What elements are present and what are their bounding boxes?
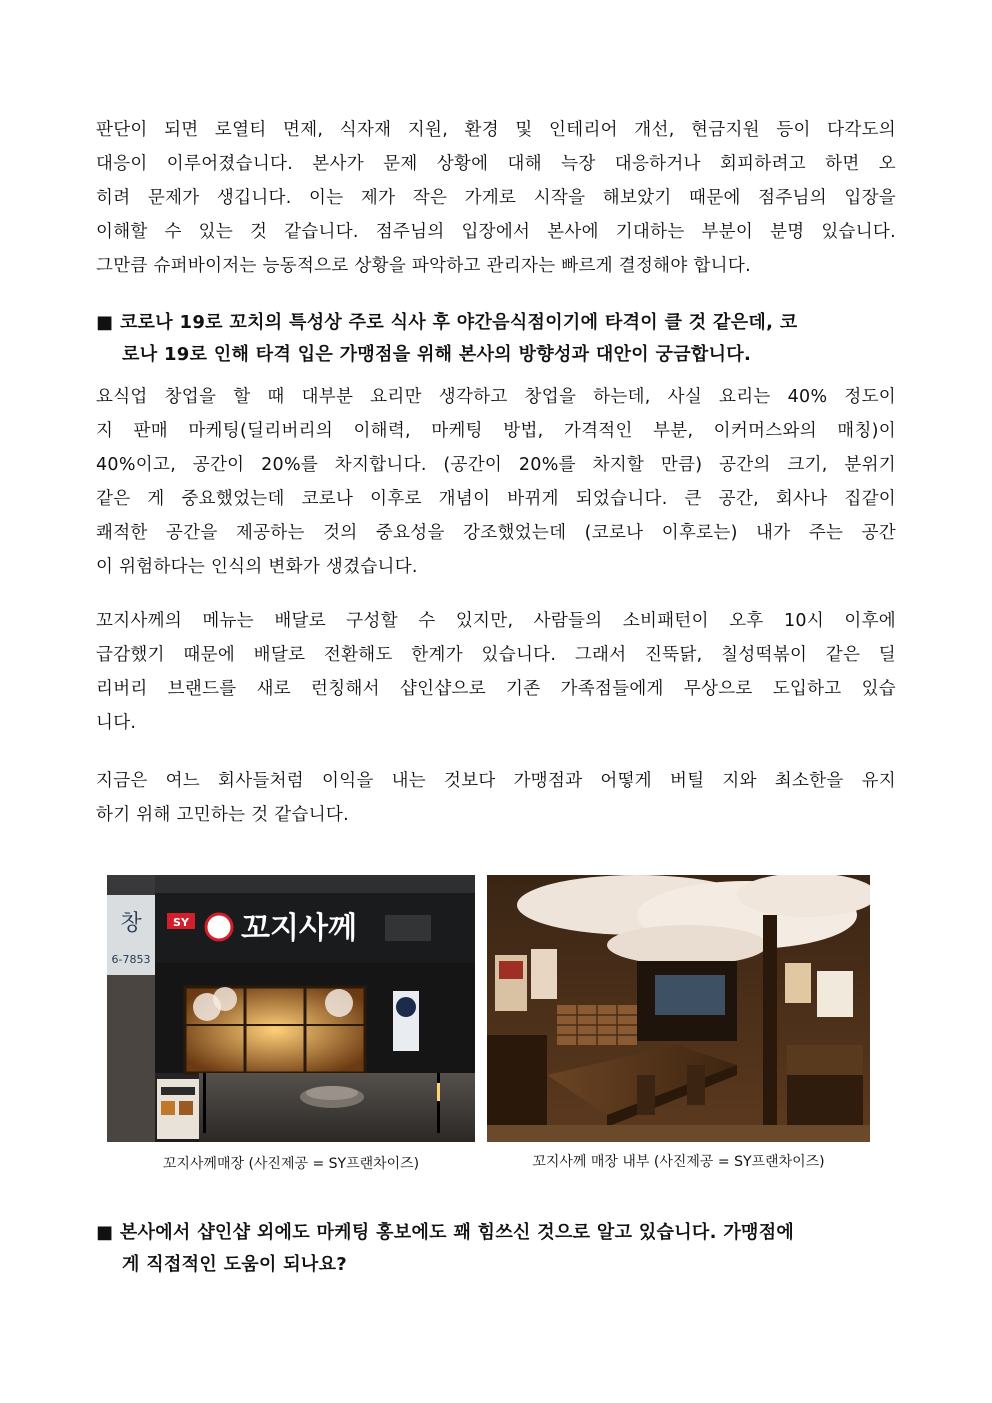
- text-line: 히려 문제가 생깁니다. 이는 제가 작은 가게로 시작을 해보았기 때문에 점주님의 입장을: [96, 188, 896, 208]
- text-line: 지 판매 마케팅(딜리버리의 이해력, 마케팅 방법, 가격적인 부분, 이커머스와의 매칭)이: [96, 421, 896, 441]
- paragraph-answer-1: [96, 380, 896, 584]
- question-1: [96, 307, 896, 371]
- interior-photo: [487, 875, 870, 1142]
- text-line: 판단이 되면 로열티 면제, 식자재 지원, 환경 및 인테리어 개선, 현금지원 등이 다각도의: [96, 120, 896, 140]
- photo-caption-storefront: 꼬지사께매장 (사진제공 = SY프랜차이즈): [162, 1156, 420, 1172]
- interior-illustration: [487, 875, 870, 1142]
- text-line: 니다.: [96, 713, 137, 733]
- text-line: 40%이고, 공간이 20%를 차지합니다. (공간이 20%를 차지할 만큼) 공간의 크기, 분위기: [96, 455, 896, 475]
- text-line: 하기 위해 고민하는 것 같습니다.: [96, 805, 349, 825]
- storefront-illustration: [107, 875, 475, 1142]
- question-line: 게 직접적인 도움이 되나요?: [122, 1254, 348, 1275]
- photo-caption-interior: 꼬지사께 매장 내부 (사진제공 = SY프랜차이즈): [532, 1154, 825, 1170]
- text-line: 이해할 수 있는 것 같습니다. 점주님의 입장에서 본사에 기대하는 부분이 분명 있습니다.: [96, 222, 896, 242]
- paragraph-answer-3: [96, 764, 896, 832]
- text-line: 이 위험하다는 인식의 변화가 생겼습니다.: [96, 557, 418, 577]
- text-line: 대응이 이루어졌습니다. 본사가 문제 상황에 대해 늑장 대응하거나 회피하려고 하면 오: [96, 154, 896, 174]
- paragraph-answer-2: [96, 604, 896, 740]
- neighbor-sign: 창: [120, 911, 142, 936]
- question-2: [96, 1217, 896, 1281]
- text-line: 지금은 여느 회사들처럼 이익을 내는 것보다 가맹점과 어떻게 버틸 지와 최소한을 유지: [96, 771, 896, 791]
- question-line: ■ 본사에서 샵인샵 외에도 마케팅 홍보에도 꽤 힘쓰신 것으로 알고 있습니다. 가맹점에: [96, 1222, 795, 1243]
- question-line: 로나 19로 인해 타격 입은 가맹점을 위해 본사의 방향성과 대안이 궁금합니다.: [122, 344, 752, 365]
- text-line: 쾌적한 공간을 제공하는 것의 중요성을 강조했었는데 (코로나 이후로는) 내가 주는 공간: [96, 523, 896, 543]
- neighbor-phone: 6-7853: [111, 953, 151, 966]
- store-sign-text: 꼬지사께: [241, 911, 357, 946]
- text-line: 급감했기 때문에 배달로 전환해도 한계가 있습니다. 그래서 진뚝닭, 칠성떡볶이 같은 딜: [96, 645, 896, 665]
- text-line: 그만큼 슈퍼바이저는 능동적으로 상황을 파악하고 관리자는 빠르게 결정해야 합니다.: [96, 256, 751, 276]
- sy-logo-text: SY: [173, 916, 189, 929]
- text-line: 같은 게 중요했었는데 코로나 이후로 개념이 바뀌게 되었습니다. 큰 공간, 회사나 집같이: [96, 489, 896, 509]
- paragraph-intro: [96, 113, 896, 283]
- storefront-photo: [107, 875, 475, 1142]
- question-line: ■ 코로나 19로 꼬치의 특성상 주로 식사 후 야간음식점이기에 타격이 클 것 같은데, 코: [96, 312, 798, 333]
- text-line: 꼬지사께의 메뉴는 배달로 구성할 수 있지만, 사람들의 소비패턴이 오후 10시 이후에: [96, 611, 896, 631]
- text-line: 요식업 창업을 할 때 대부분 요리만 생각하고 창업을 하는데, 사실 요리는 40% 정도이: [96, 387, 896, 407]
- text-line: 리버리 브랜드를 새로 런칭해서 샵인샵으로 기존 가족점들에게 무상으로 도입하고 있습: [96, 679, 896, 699]
